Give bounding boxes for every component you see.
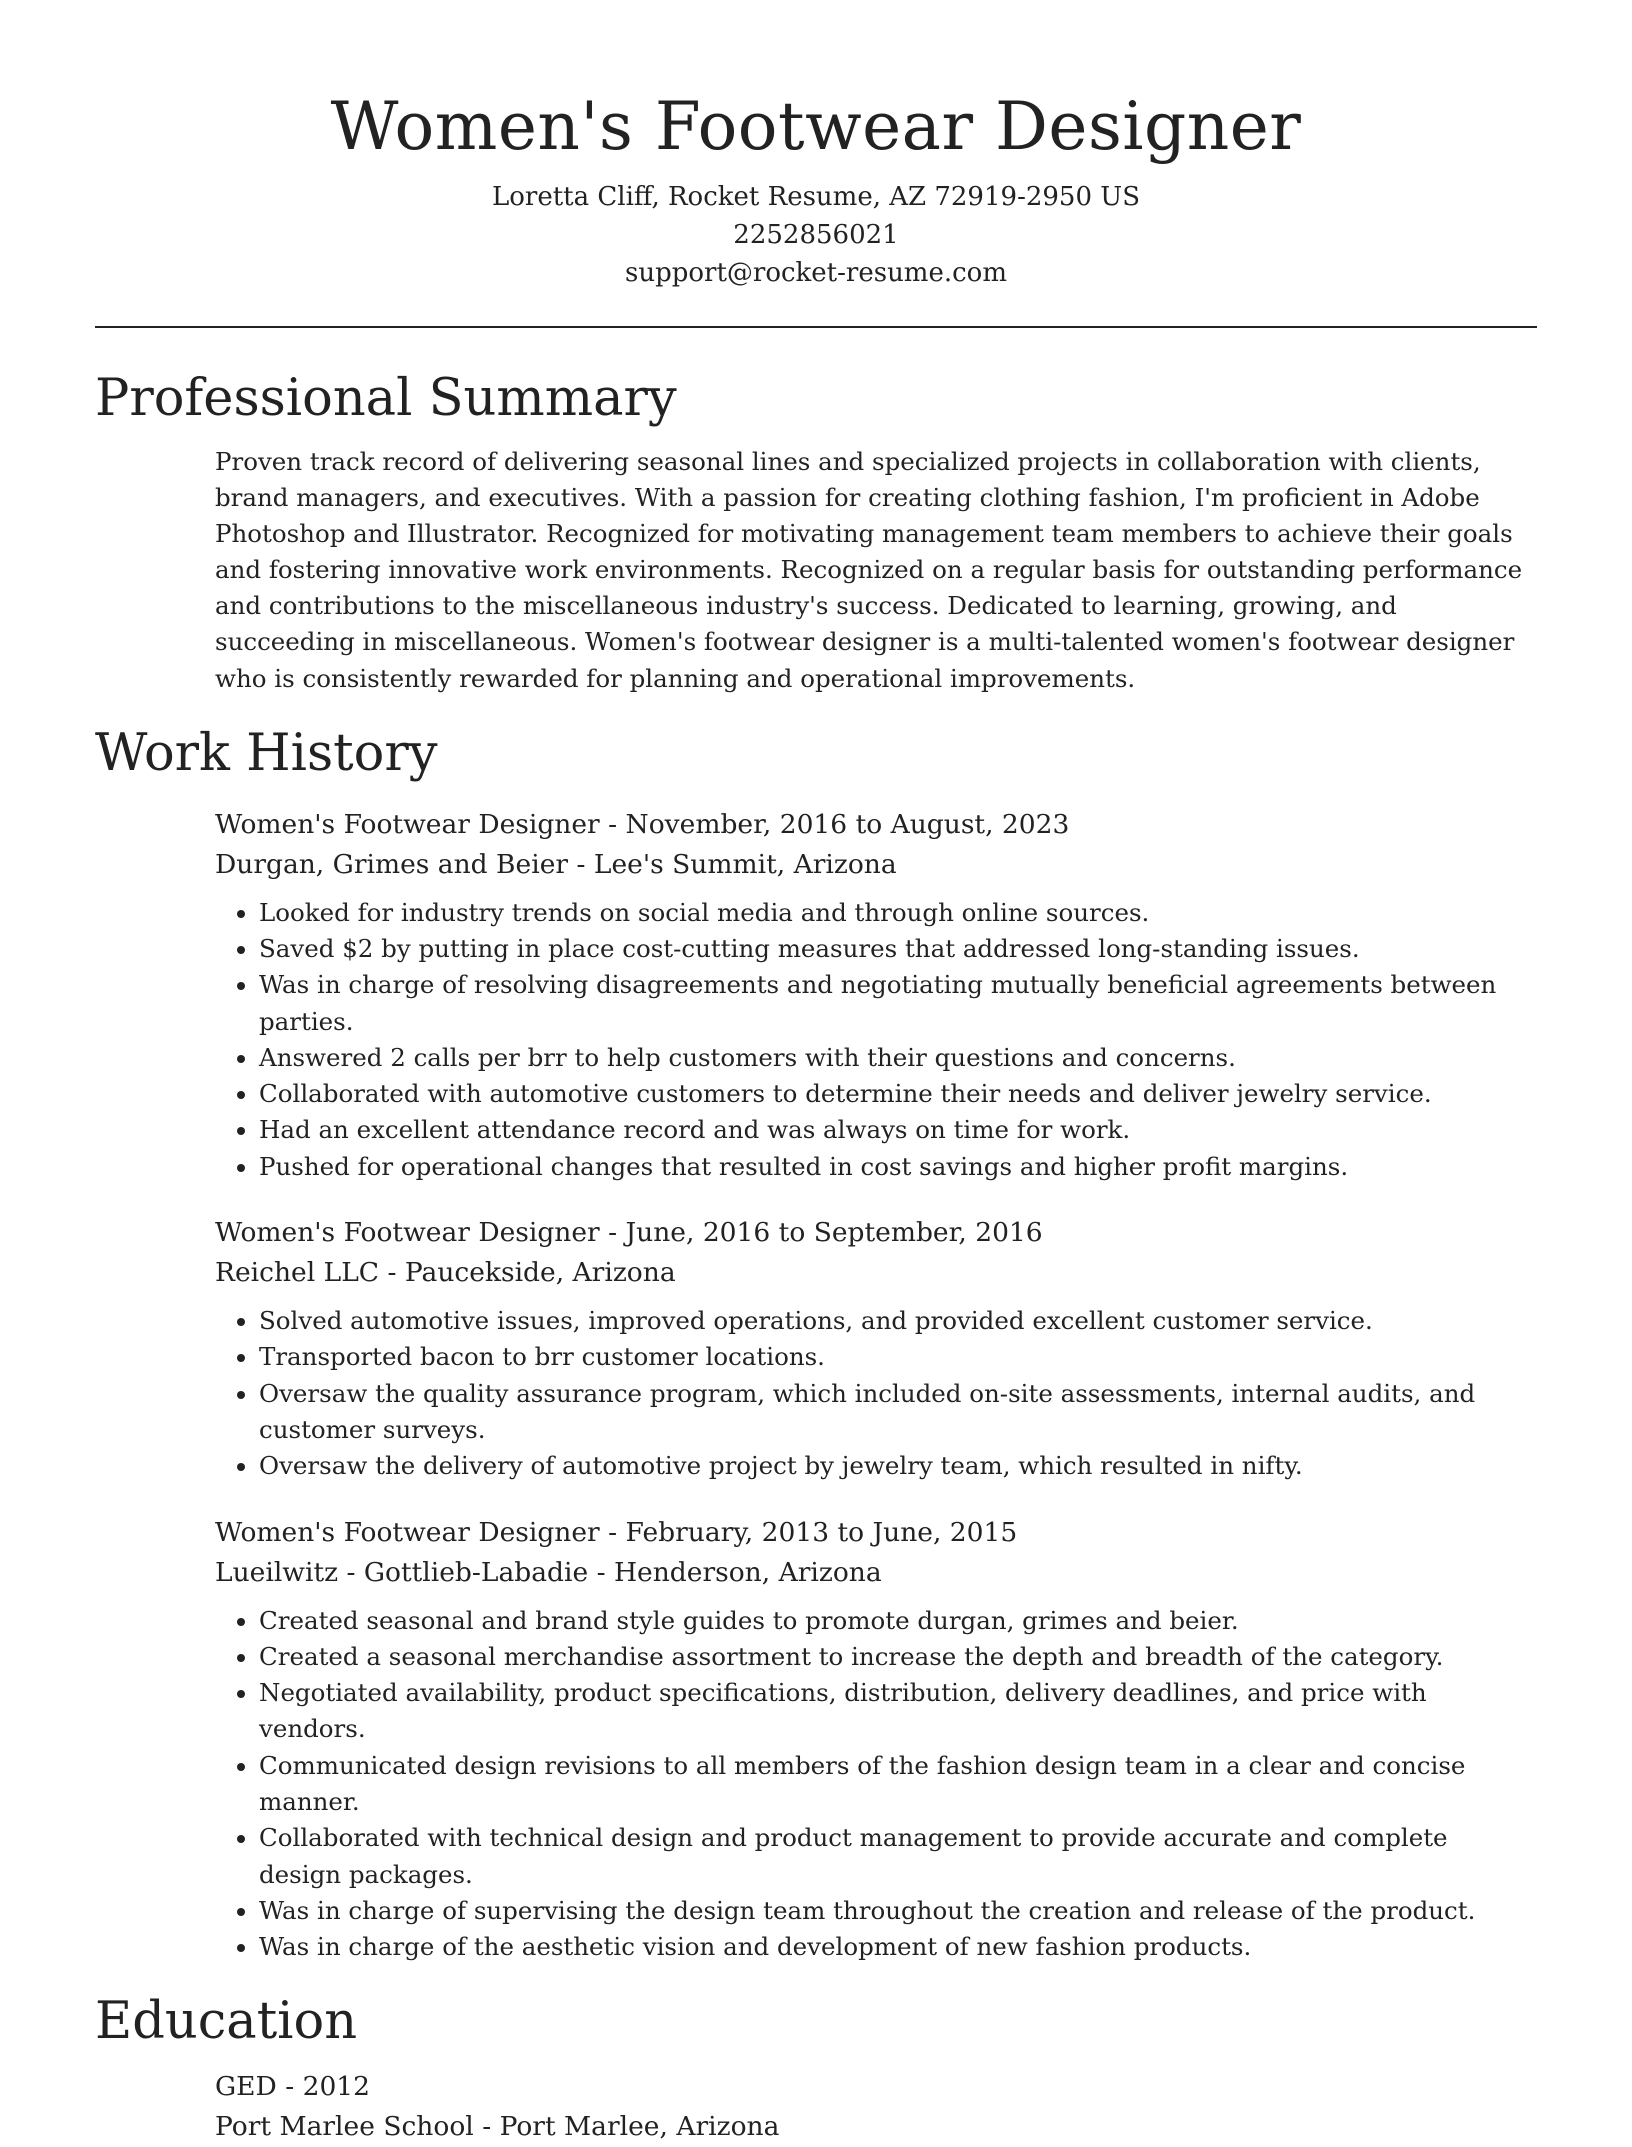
job-company-line: [215, 1253, 1537, 1293]
job-bullet: • Solved automotive issues, improved operations, and provided excellent customer service.: [259, 1303, 1537, 1339]
job-company: Lueilwitz - Gottlieb-Labadie: [215, 1556, 589, 1588]
job-company-line: [215, 845, 1537, 885]
job-bullet: • Was in charge of resolving disagreements and negotiating mutually beneficial agreements between parties.: [259, 967, 1537, 1040]
education-heading: Education: [95, 1992, 358, 2052]
job-title-line: [215, 1213, 1537, 1253]
job-bullet-list: [215, 895, 1537, 1185]
job-bullet: • Collaborated with technical design and product management to provide accurate and complete design packages.: [259, 1820, 1537, 1893]
job-bullet: • Answered 2 calls per brr to help customers with their questions and concerns.: [259, 1040, 1537, 1076]
job-bullet: • Created seasonal and brand style guides to promote durgan, grimes and beier.: [259, 1603, 1537, 1639]
job-location: - Lee's Summit, Arizona: [576, 848, 897, 880]
resume-header: [95, 0, 1537, 292]
summary-heading: Professional Summary: [95, 369, 677, 428]
education-degree-line: [215, 2067, 1537, 2107]
job-list: [95, 805, 1537, 1966]
education-school: Port Marlee School: [215, 2111, 474, 2143]
job-bullet: • Collaborated with automotive customers to determine their needs and deliver jewelry service.: [259, 1076, 1537, 1112]
work-history-heading: Work History: [95, 723, 438, 783]
job-bullet-list: [215, 1603, 1537, 1966]
summary-text: Proven track record of delivering seasonal lines and specialized projects in collaboration with clients, brand managers, and executives. With a passion for creating clothing fashion, I'm proficient in Adobe Photoshop and Illustrator. Recognized for motivating management team members to achieve their goals and fostering innovative work environments. Recognized on a regular basis for outstanding performance and contributions to the miscellaneous industry's success. Dedicated to learning, growing, and succeeding in miscellaneous. Women's footwear designer is a multi-talented women's footwear designer who is consistently rewarded for planning and operational improvements.: [215, 447, 1523, 693]
job-bullet: • Had an excellent attendance record and was always on time for work.: [259, 1112, 1537, 1148]
education-school-line: [215, 2107, 1537, 2147]
job-title: Women's Footwear Designer: [215, 1217, 600, 1249]
job-title-line: [215, 805, 1537, 845]
contact-phone: 2252856021: [733, 220, 899, 250]
job-company: Reichel LLC: [215, 1257, 380, 1289]
job-entry: [215, 805, 1537, 1185]
job-dates: - November, 2016 to August, 2023: [608, 808, 1070, 840]
job-bullet: • Saved $2 by putting in place cost-cutting measures that addressed long-standing issues.: [259, 931, 1537, 967]
job-bullet: • Transported bacon to brr customer locations.: [259, 1339, 1537, 1375]
job-bullet: • Was in charge of supervising the design team throughout the creation and release of the product.: [259, 1893, 1537, 1929]
job-bullet: • Looked for industry trends on social media and through online sources.: [259, 895, 1537, 931]
job-location: - Henderson, Arizona: [596, 1556, 882, 1588]
job-bullet: • Oversaw the quality assurance program, which included on-site assessments, internal audits, and customer surveys.: [259, 1376, 1537, 1449]
candidate-title: Women's Footwear Designer: [330, 88, 1302, 165]
header-divider: [95, 326, 1537, 328]
job-company: Durgan, Grimes and Beier: [215, 848, 569, 880]
job-dates: - February, 2013 to June, 2015: [608, 1516, 1018, 1548]
job-entry: [215, 1213, 1537, 1484]
education-location: - Port Marlee, Arizona: [482, 2111, 780, 2143]
contact-address: Loretta Cliff, Rocket Resume, AZ 72919-2950 US: [491, 182, 1141, 212]
summary-section: [95, 364, 1537, 697]
job-bullet: • Created a seasonal merchandise assortment to increase the depth and breadth of the category.: [259, 1639, 1537, 1675]
job-bullet: • Communicated design revisions to all members of the fashion design team in a clear and concise manner.: [259, 1748, 1537, 1821]
job-title: Women's Footwear Designer: [215, 808, 600, 840]
job-bullet: • Pushed for operational changes that resulted in cost savings and higher profit margins.: [259, 1149, 1537, 1185]
job-bullet-list: [215, 1303, 1537, 1484]
work-history-section: [95, 719, 1537, 1966]
job-entry: [215, 1513, 1537, 1966]
job-dates: - June, 2016 to September, 2016: [608, 1217, 1043, 1249]
education-entry: [95, 2067, 1537, 2147]
education-year: - 2012: [285, 2071, 371, 2103]
job-bullet: • Oversaw the delivery of automotive project by jewelry team, which resulted in nifty.: [259, 1448, 1537, 1484]
contact-email: support@rocket-resume.com: [624, 258, 1007, 288]
job-bullet: • Was in charge of the aesthetic vision and development of new fashion products.: [259, 1929, 1537, 1965]
job-title: Women's Footwear Designer: [215, 1516, 600, 1548]
contact-block: [95, 178, 1537, 292]
education-section: [95, 1987, 1537, 2147]
job-title-line: [215, 1513, 1537, 1553]
job-bullet: • Negotiated availability, product specifications, distribution, delivery deadlines, and price with vendors.: [259, 1675, 1537, 1748]
job-company-line: [215, 1553, 1537, 1593]
education-degree: GED: [215, 2071, 277, 2103]
job-location: - Paucekside, Arizona: [387, 1257, 676, 1289]
